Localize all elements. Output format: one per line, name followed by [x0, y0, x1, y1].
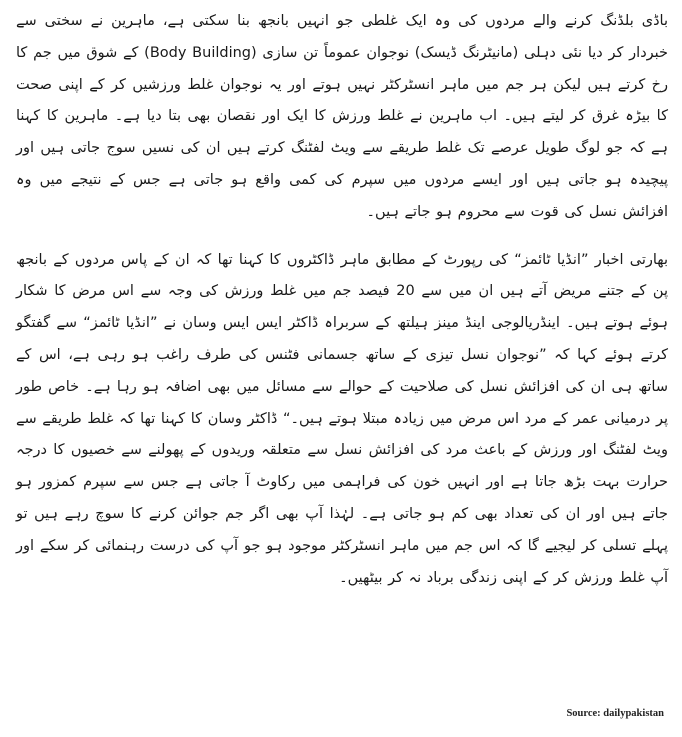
article-body: [16, 6, 668, 594]
article-paragraph-1: باڈی بلڈنگ کرنے والے مردوں کی وہ ایک غلطی جو انہیں بانجھ بنا سکتی ہے، ماہرین نے سختی سے خبردار کر دیا نئی دہلی (مانیٹرنگ ڈیسک) نوجوان عموماً تن سازی (Body Building) کے شوق میں جم کا رخ کرتے ہیں لیکن ہر جم میں ماہر انسٹرکٹر نہیں ہوتے اور یہ نوجوان غلط ورزشیں کر کے اپنی صحت کا بیڑہ غرق کر لیتے ہیں۔ اب ماہرین نے غلط ورزش کا ایک اور نقصان بھی بتا دیا ہے۔ ماہرین کا کہنا ہے کہ جو لوگ طویل عرصے تک غلط طریقے سے ویٹ لفٹنگ کرتے ہیں ان کی نسیں سوج جاتی ہیں اور پیچیدہ ہو جاتی ہیں اور ایسے مردوں میں سپرم کی کمی واقع ہو جاتی ہے جس کے نتیجے میں وہ افزائش نسل کی قوت سے محروم ہو جاتے ہیں۔: [16, 13, 668, 220]
source-credit: Source: dailypakistan: [566, 708, 664, 719]
article-paragraph-2: بھارتی اخبار ”انڈیا ٹائمز“ کی رپورٹ کے مطابق ماہر ڈاکٹروں کا کہنا تھا کہ ان کے پاس مردوں کے بانجھ پن کے جتنے مریض آتے ہیں ان میں سے 20 فیصد جم میں غلط ورزش کی وجہ سے اس مرض کا شکار ہوئے ہوتے ہیں۔ اینڈریالوجی اینڈ مینز ہیلتھ کے سربراہ ڈاکٹر ایس ایس وسان نے ”انڈیا ٹائمز“ سے گفتگو کرتے ہوئے کہا کہ ”نوجوان نسل تیزی کے ساتھ جسمانی فٹنس کی طرف راغب ہو رہی ہے، اس کے ساتھ ہی ان کی افزائش نسل کی صلاحیت کے حوالے سے مسائل میں بھی اضافہ ہو رہا ہے۔ خاص طور پر درمیانی عمر کے مرد اس مرض میں زیادہ مبتلا ہوتے ہیں۔“ ڈاکٹر وسان کا کہنا تھا کہ غلط طریقے سے ویٹ لفٹنگ اور ورزش کے باعث مرد کی افزائش نسل سے متعلقہ وریدوں کے پھولنے سے خصیوں کا درجہ حرارت بہت بڑھ جاتا ہے اور انہیں خون کی فراہمی میں رکاوٹ آ جاتی ہے جس سے سپرم کمزور ہو جاتے ہیں اور ان کی تعداد بھی کم ہو جاتی ہے۔ لہٰذا آپ بھی اگر جم جوائن کرنے کا سوچ رہے ہیں تو پہلے تسلی کر لیجیے گا کہ اس جم میں ماہر انسٹرکٹر موجود ہو جو آپ کی درست رہنمائی کر سکے اور آپ غلط ورزش کر کے اپنی زندگی برباد نہ کر بیٹھیں۔: [16, 251, 668, 586]
